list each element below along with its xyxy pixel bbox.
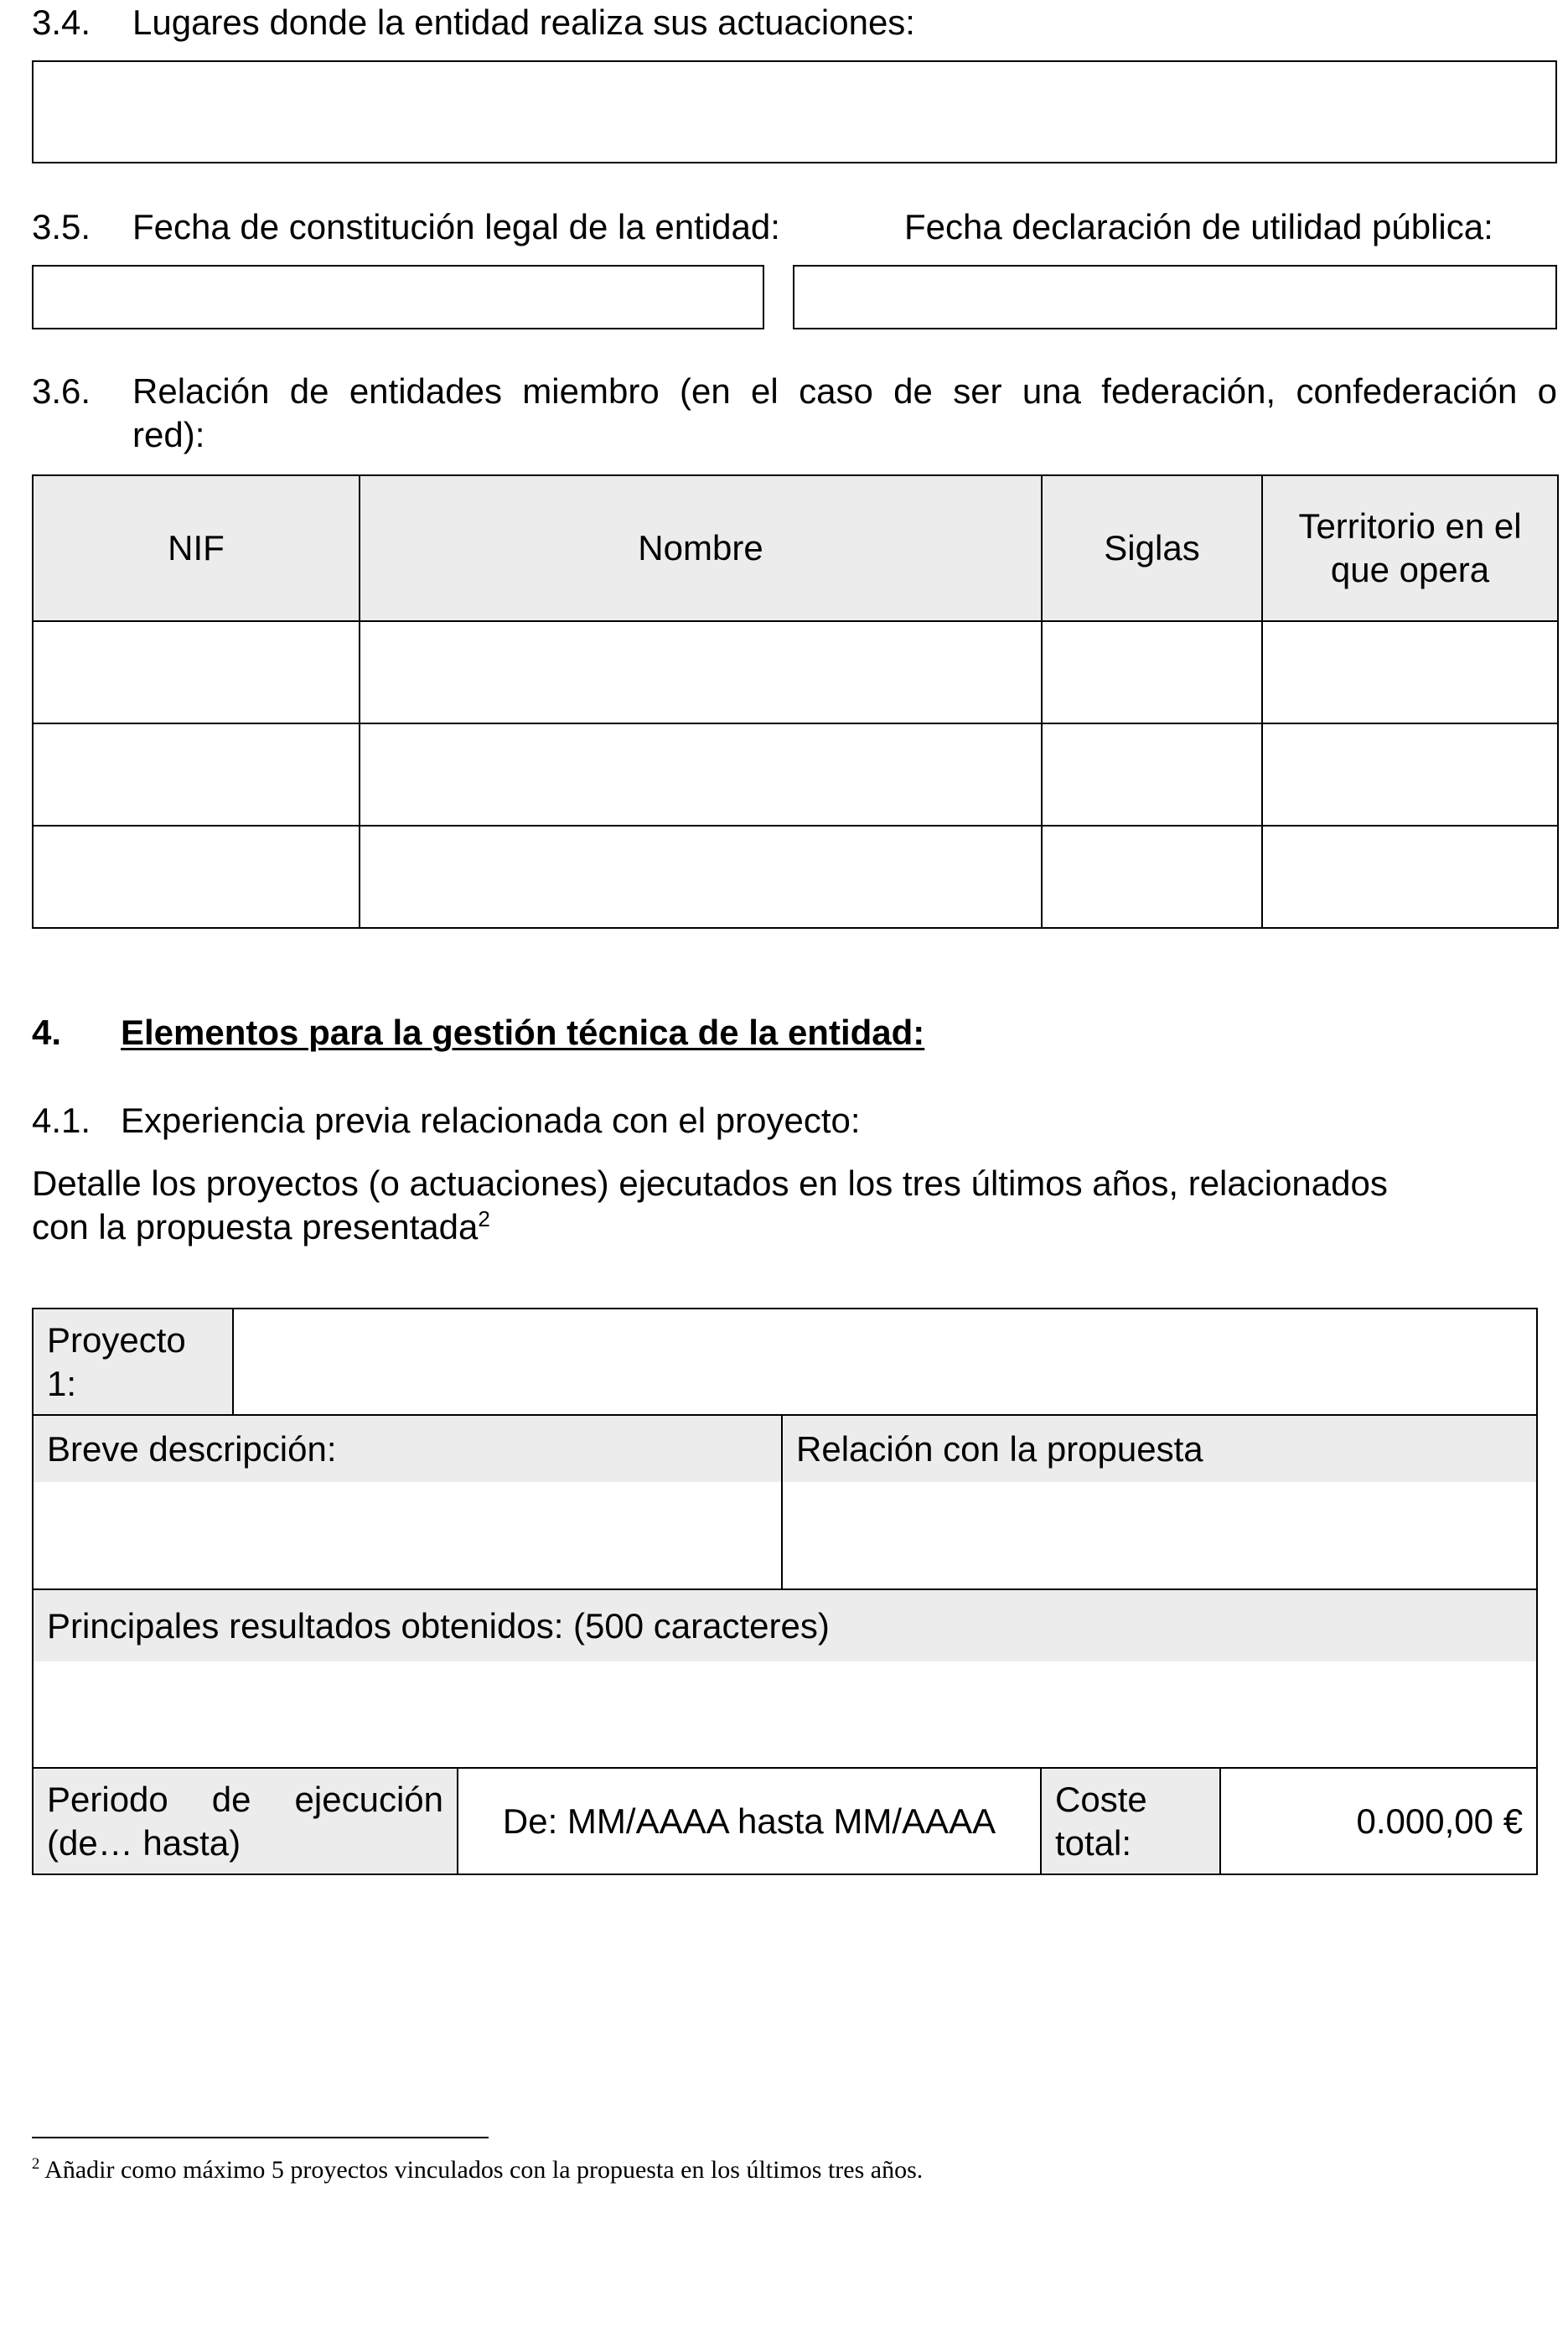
relation-field[interactable] bbox=[782, 1482, 1537, 1589]
table-row bbox=[33, 621, 1558, 723]
period-cost-row bbox=[33, 1768, 1537, 1874]
project-name-field[interactable] bbox=[233, 1309, 1537, 1415]
description-input-row bbox=[33, 1482, 1537, 1589]
cell-nif[interactable] bbox=[33, 621, 360, 723]
cell-nombre[interactable] bbox=[360, 621, 1042, 723]
footnote-reference: 2 bbox=[478, 1206, 490, 1231]
cell-territorio[interactable] bbox=[1262, 723, 1558, 826]
cell-siglas[interactable] bbox=[1042, 621, 1262, 723]
section-3-4-number: 3.4. bbox=[32, 3, 91, 42]
table-row bbox=[33, 723, 1558, 826]
period-value[interactable]: De: MM/AAAA hasta MM/AAAA bbox=[458, 1768, 1041, 1874]
member-entities-label-line2: red): bbox=[132, 415, 205, 454]
results-header-row bbox=[33, 1589, 1537, 1661]
section-4-1-number: 4.1. bbox=[32, 1101, 91, 1140]
cell-siglas[interactable] bbox=[1042, 723, 1262, 826]
footnote bbox=[32, 2155, 924, 2184]
footnote-text: Añadir como máximo 5 proyectos vinculados con la propuesta en los últimos tres años. bbox=[44, 2156, 924, 2184]
section-4-number: 4. bbox=[32, 1013, 62, 1052]
section-3-5-number: 3.5. bbox=[32, 207, 91, 246]
section-3-4-label: Lugares donde la entidad realiza sus actuaciones: bbox=[132, 3, 915, 42]
cell-nif[interactable] bbox=[33, 826, 360, 928]
relation-label: Relación con la propuesta bbox=[782, 1415, 1537, 1482]
public-utility-date-field[interactable] bbox=[793, 265, 1557, 329]
brief-description-label: Breve descripción: bbox=[33, 1415, 782, 1482]
column-header-nif: NIF bbox=[33, 475, 360, 621]
period-label: Periodo de ejecución (de… hasta) bbox=[33, 1768, 458, 1874]
results-field[interactable] bbox=[33, 1661, 1537, 1768]
cell-nombre[interactable] bbox=[360, 723, 1042, 826]
section-4-1-detail-line1: Detalle los proyectos (o actuaciones) ejecutados en los tres últimos años, relacionados bbox=[32, 1164, 1388, 1203]
column-header-siglas: Siglas bbox=[1042, 475, 1262, 621]
public-utility-date-label: Fecha declaración de utilidad pública: bbox=[904, 207, 1493, 246]
column-header-territorio: Territorio en el que opera bbox=[1262, 475, 1558, 621]
project-label: Proyecto 1: bbox=[33, 1309, 233, 1415]
constitution-date-field[interactable] bbox=[32, 265, 764, 329]
results-label: Principales resultados obtenidos: (500 caracteres) bbox=[33, 1589, 1537, 1661]
cell-nif[interactable] bbox=[33, 723, 360, 826]
project-name-row bbox=[33, 1309, 1537, 1415]
footnote-separator bbox=[32, 2137, 489, 2138]
cell-nombre[interactable] bbox=[360, 826, 1042, 928]
constitution-date-label: Fecha de constitución legal de la entidad: bbox=[132, 207, 780, 246]
cell-territorio[interactable] bbox=[1262, 621, 1558, 723]
brief-description-field[interactable] bbox=[33, 1482, 782, 1589]
member-entities-table bbox=[32, 474, 1559, 929]
cost-value[interactable]: 0.000,00 € bbox=[1220, 1768, 1537, 1874]
section-4-1-detail-line2: con la propuesta presentada$^2$ bbox=[32, 1206, 490, 1246]
section-4-title: Elementos para la gestión técnica de la entidad: bbox=[121, 1013, 925, 1052]
cell-territorio[interactable] bbox=[1262, 826, 1558, 928]
column-header-nombre: Nombre bbox=[360, 475, 1042, 621]
cell-siglas[interactable] bbox=[1042, 826, 1262, 928]
footnote-number: 2 bbox=[32, 2155, 40, 2173]
locations-field[interactable] bbox=[32, 60, 1557, 163]
cost-label: Coste total: bbox=[1041, 1768, 1220, 1874]
table-row bbox=[33, 826, 1558, 928]
section-4-1-label: Experiencia previa relacionada con el proyecto: bbox=[121, 1101, 861, 1140]
table-header-row bbox=[33, 475, 1558, 621]
member-entities-label-line1: Relación de entidades miembro (en el caso de ser una federación, confederación o bbox=[132, 371, 1557, 411]
description-header-row bbox=[33, 1415, 1537, 1482]
results-input-row bbox=[33, 1661, 1537, 1768]
project-table bbox=[32, 1308, 1538, 1875]
section-3-6-number: 3.6. bbox=[32, 371, 91, 411]
